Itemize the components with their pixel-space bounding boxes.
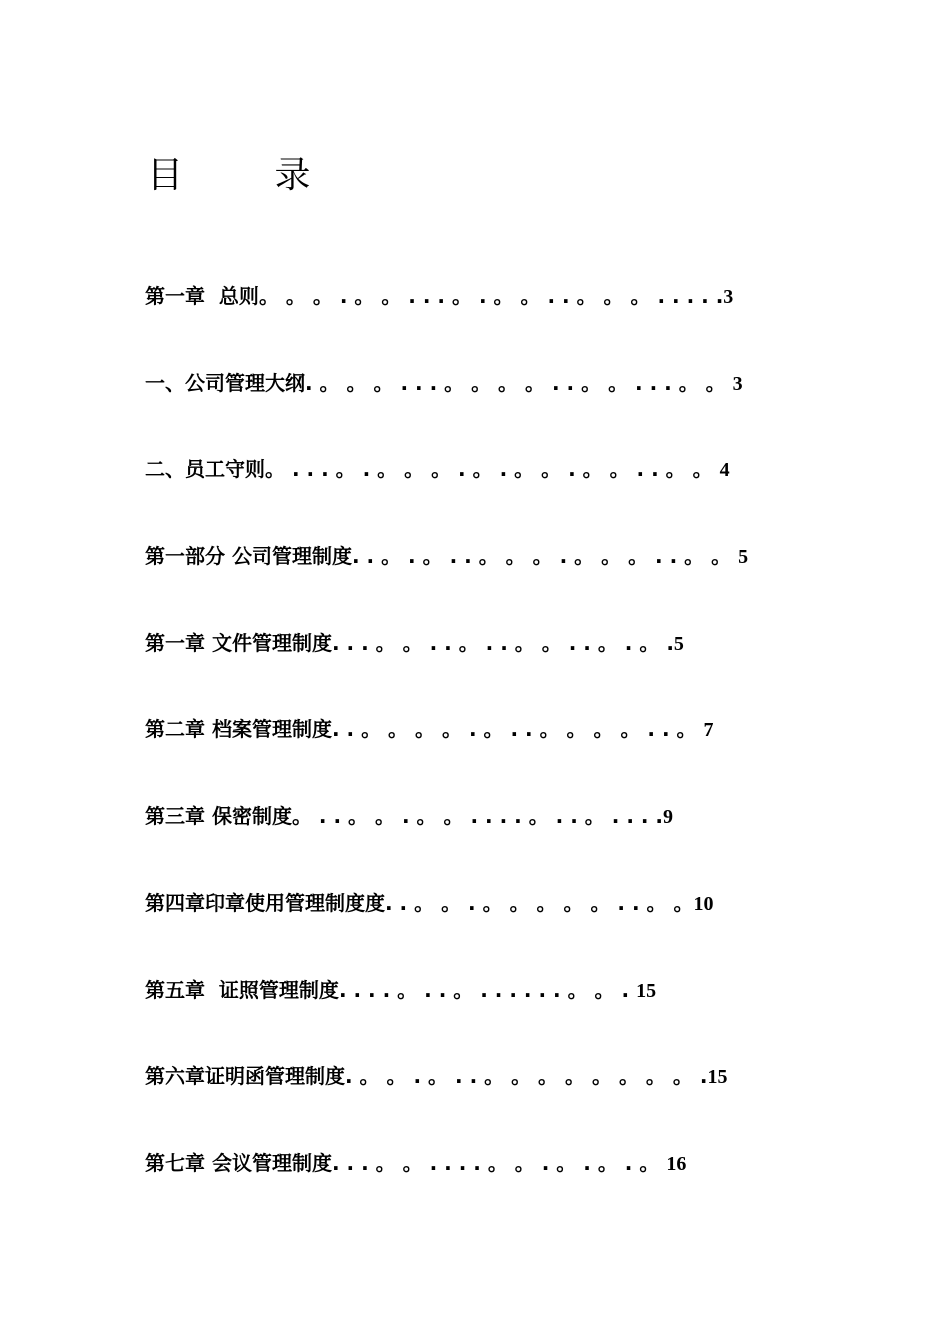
toc-entry-leader: . . . . 。 . . 。 . . . . . . 。 。 . (338, 977, 637, 1002)
toc-entry-leader: . . 。 。 . 。 。 。 。 。 . . 。 。 (385, 890, 694, 915)
toc-entry-label: 第六章证明函管理制度 (145, 1064, 345, 1089)
toc-title: 目 录 (147, 155, 311, 196)
toc-entry-label: 第七章 会议管理制度 (145, 1150, 332, 1175)
toc-entry-leader: . . . 。 。 . . 。 . . 。 。 . . 。 . 。 . (331, 630, 674, 655)
toc-entry-leader: 。 . . 。 。 . 。 。 . . . . 。 . . 。 . . . . (291, 804, 664, 829)
toc-entry-leader: . . 。 . 。 . . 。 。 。 . 。 。 。 . . 。 。 (351, 544, 739, 569)
toc-entry-page-number: 9 (663, 806, 674, 829)
toc-entry-page-number: 3 (732, 372, 743, 395)
toc-list (145, 276, 748, 1230)
toc-entry-label: 二、员工守则 (145, 457, 265, 482)
toc-entry-leader: . 。 。 . 。 . . 。 。 。 。 。 。 。 。 . (345, 1064, 708, 1089)
toc-entry-label: 第三章 保密制度 (145, 804, 292, 829)
toc-entry-2[interactable] (145, 363, 748, 450)
toc-entry-label: 第一部分 公司管理制度 (145, 544, 352, 569)
toc-entry-page-number: 15 (636, 979, 657, 1002)
toc-entry-1[interactable] (145, 276, 748, 363)
toc-entry-leader: 。 。 。 . 。 。 . . . 。 . 。 。 . . 。 。 。 . . . . . (258, 284, 724, 308)
toc-entry-label: 第四章印章使用管理制度度 (145, 890, 385, 915)
toc-entry-label: 第一章 文件管理制度 (145, 630, 332, 655)
toc-entry-page-number: 5 (673, 632, 684, 655)
toc-entry-label: 第二章 档案管理制度 (145, 717, 332, 742)
toc-entry-page-number: 10 (693, 892, 714, 915)
toc-entry-10[interactable] (145, 1056, 748, 1143)
toc-entry-label: 一、公司管理大纲 (145, 370, 305, 395)
toc-entry-leader: . . . 。 。 . . . . 。 。 . 。 . 。 . 。 (331, 1150, 667, 1175)
toc-entry-8[interactable] (145, 883, 748, 970)
toc-entry-3[interactable] (145, 449, 748, 536)
toc-entry-leader: . 。 。 。 . . . 。 。 。 。 . . 。 。 . . . 。 。 (305, 370, 733, 395)
toc-entry-page-number: 5 (738, 546, 749, 569)
toc-entry-leader: 。 . . . 。 . 。 。 。 . 。 . 。 。 . 。 。 . . 。 。 (265, 457, 720, 482)
toc-entry-page-number: 16 (666, 1152, 687, 1175)
toc-entry-4[interactable] (145, 536, 748, 623)
toc-entry-leader: . . 。 。 。 。 . 。 . . 。 。 。 。 . . 。 (331, 717, 704, 742)
toc-entry-6[interactable] (145, 709, 748, 796)
toc-entry-page-number: 4 (719, 459, 730, 482)
toc-entry-label: 第一章 总则 (145, 284, 259, 308)
toc-entry-page-number: 7 (703, 719, 714, 742)
toc-entry-5[interactable] (145, 623, 748, 710)
toc-entry-label: 第五章 证照管理制度 (145, 977, 339, 1002)
toc-entry-11[interactable] (145, 1143, 748, 1230)
toc-entry-9[interactable] (145, 970, 748, 1057)
toc-entry-7[interactable] (145, 796, 748, 883)
toc-entry-page-number: 15 (707, 1066, 728, 1089)
toc-entry-page-number: 3 (723, 286, 734, 308)
